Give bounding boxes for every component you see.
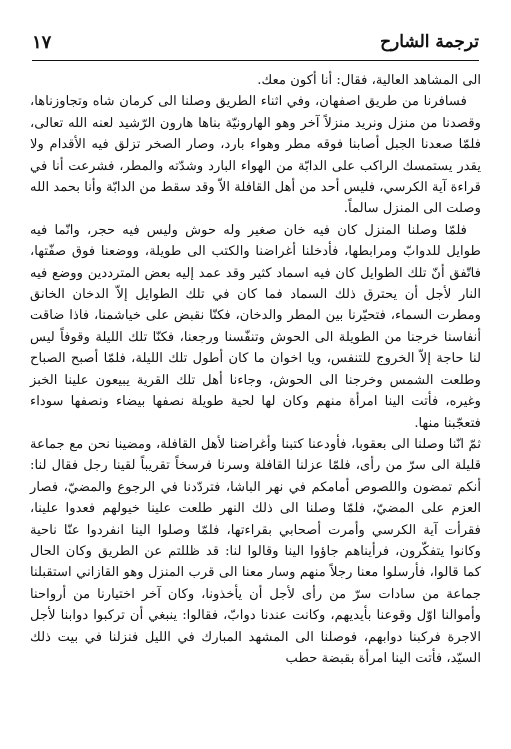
running-title: ترجمة الشارح	[380, 32, 479, 52]
page-number: ١٧	[32, 31, 52, 53]
header-rule	[32, 60, 479, 61]
paragraph: ثمّ انّنا وصلنا الى بعقوبا، فأودعنا كتبنا وأغراضنا لأهل القافلة، ومضينا نحن مع جماعة قليلة الى سرّ من رأى، فلمّا عزلنا القافلة وسرنا فرسخاً تقريباً لقينا رجل فقال لنا: أنكم تمضون واللصوص أمامكم في نهر الباشا، فتردّدنا في الرجوع والمضيّ، فصار العزم على المضيّ، فلمّا وصلنا الى ذلك النهر طلعت علينا خيولهم فعدوا علينا، فقرأت آية الكرسي وأمرت أصحابي بقراءتها، فلمّا وصلوا الينا انفردوا عنّا ناحية وكانوا يتفكّرون، فرأيناهم جاؤوا الينا وقالوا لنا: قد ظللتم عن الطريق وكان الحال كما قالوا، فأرسلوا معنا رجلاً منهم وسار معنا الى قرب المنزل وهو القازاني استقبلنا جماعة من سادات سرّ من رأى لأجل أن يأخذونا، وكان آخر اختيارنا من أرواحنا وأموالنا اوّل وقوعنا بأيديهم، وكانت عندنا دوابّ، فقالوا: ينبغي أن تركبوا دوابنا لأجل الاجرة فركبنا دوابهم، فوصلنا الى المشهد المبارك في الليل فنزلنا في بيت ذلك السيّد، فأتت الينا امرأة بقبضة حطب	[30, 436, 481, 666]
page-header	[32, 26, 479, 58]
body-text	[30, 70, 481, 669]
paragraph: فلمّا وصلنا المنزل كان فيه خان صغير وله حوش وليس فيه حجر، وانّما فيه طوايل للدوابّ ومرابطها، فأدخلنا أغراضنا والكتب الى طويلة، ووضعنا فوق صفّتها، فاتّفق أنّ تلك الطوايل كان فيه اسماد كثير وقد عمد إليه بعض المترددين ووضع فيه النار لأجل أن يحترق ذلك السماد فما كان في تلك الطوايل إلاّ الدخان الخانق ومطرت السماء، فتحيّرنا بين المطر والدخان، فكنّا نقبض على خياشمنا، فاذا ضاقت أنفاسنا خرجنا من الطويلة الى الحوش وتنفّسنا ورجعنا، فكنّا تلك الليلة وقوفاً ليس لنا حاجة إلاّ الخروج للتنفس، ويا اخوان ما كان أطول تلك الليلة، فلمّا أصبح الصباح وطلعت الشمس وخرجنا الى الحوش، وجاءنا أهل تلك القرية يبيعون علينا الخبز وغيره، فأتت الينا امرأة منهم وكان لها لحية طويلة نصفها بيضاء ونصفها سوداء فتعجّبنا منها.	[30, 222, 481, 431]
paragraph: فسافرنا من طريق اصفهان، وفي اثناء الطريق وصلنا الى كرمان شاه وتجاوزناها، وقصدنا من منزل ونريد منزلاً آخر وهو الهارونيّة بناها هارون الرّشيد لعنه الله تعالى، فلمّا صعدنا الجبل أصابنا فوقه مطر وهواء بارد، وصار الصخر تزلق فيه الأقدام ولا يقدر يستمسك الراكب على الدابّة من الهواء البارد وشدّته والمطر، فشرعت أنا في قراءة آية الكرسي، فليس أحد من أهل القافلة الاّ وقد سقط من الدابّة وأنا بحمد الله وصلت الى المنزل سالماً.	[30, 94, 481, 217]
paragraph: الى المشاهد العالية، فقال: أنا أكون معك.	[257, 73, 481, 88]
